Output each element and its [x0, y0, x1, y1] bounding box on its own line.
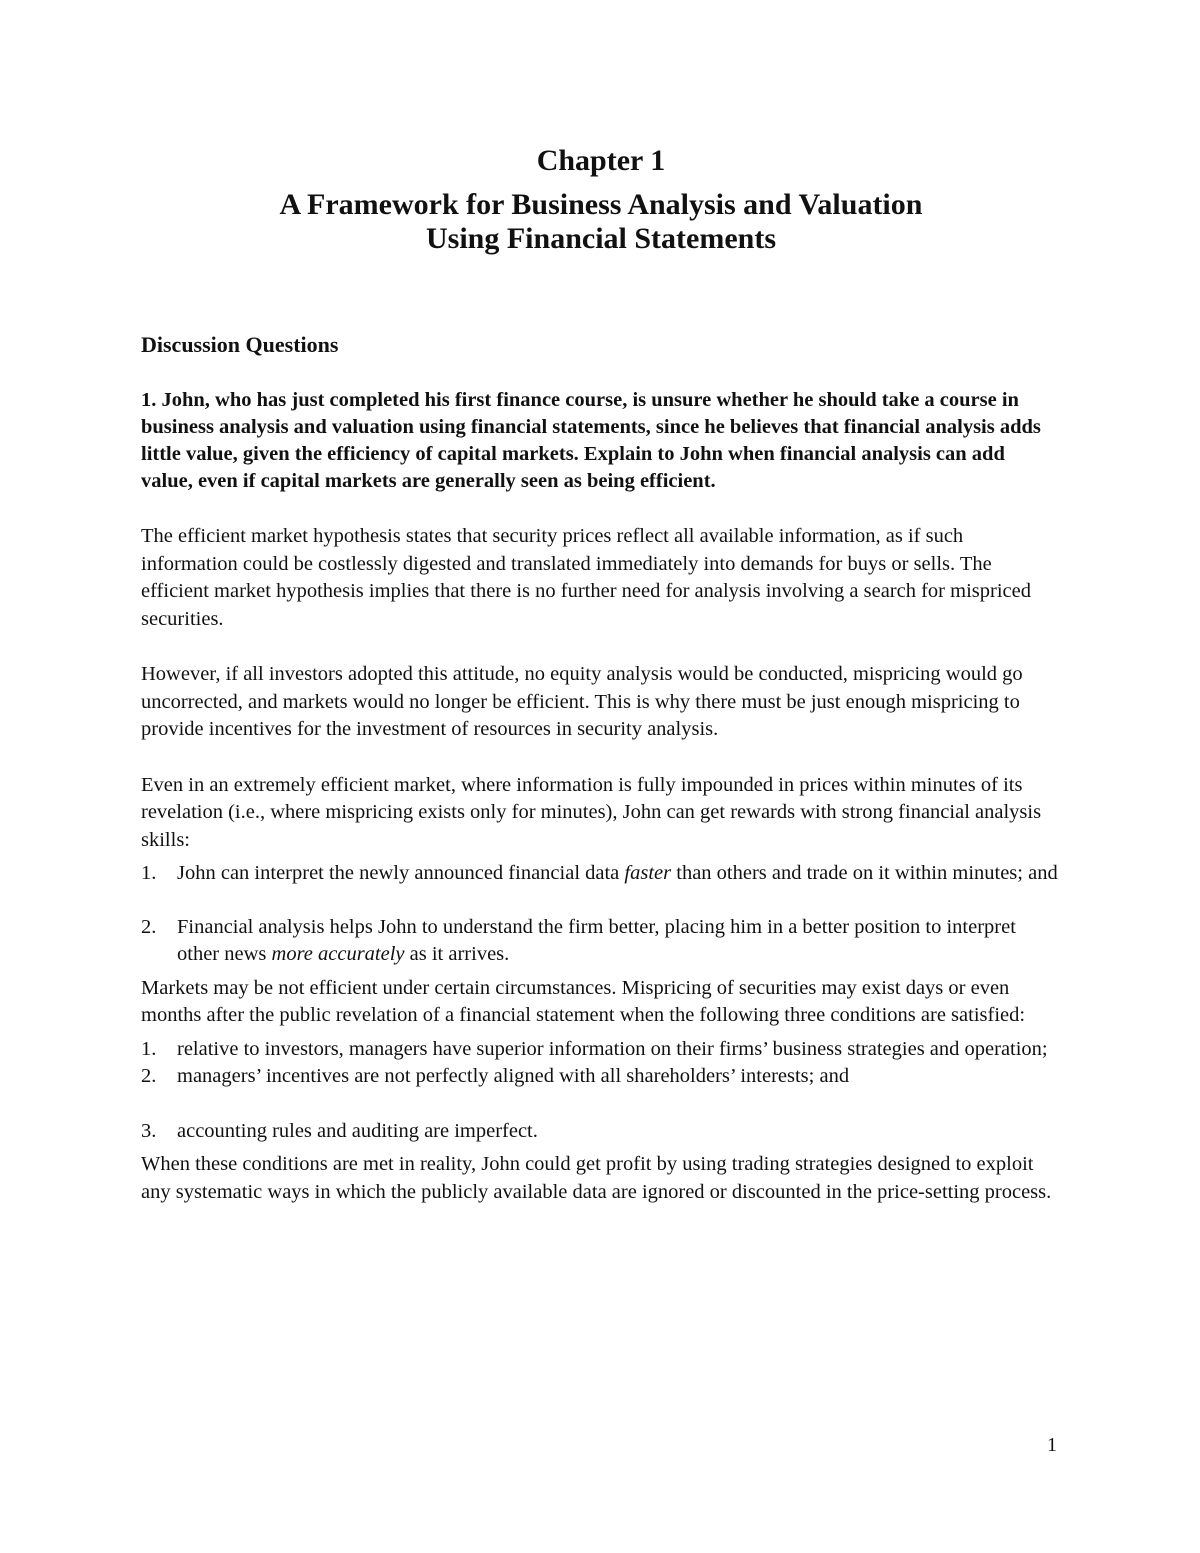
conditions-list: [141, 1036, 1061, 1146]
document-title: [141, 188, 1061, 256]
emphasis-text: faster: [624, 862, 672, 884]
list-item-text: accounting rules and auditing are imperfect.: [177, 1119, 538, 1142]
chapter-title: Chapter 1: [536, 144, 666, 177]
paragraph-investor-attitude: However, if all investors adopted this attitude, no equity analysis would be conducted, mispricing would go uncorrected, and markets would no longer be efficient. This is why there must be just enough mispricing to provide incentives for the investment of resources in security analysis.: [141, 663, 1023, 740]
list-item-text: Financial analysis helps John to understand the firm better, placing him in a better position to interpret other news: [177, 915, 1016, 965]
list-item: [141, 1036, 1061, 1064]
page-number: 1: [1047, 1434, 1057, 1456]
list-item-text: than others and trade on it within minutes; and: [671, 862, 1058, 884]
section-heading: Discussion Questions: [141, 332, 339, 357]
page-content: [141, 142, 1061, 1206]
list-item-text: John can interpret the newly announced financial data: [177, 862, 625, 884]
emphasis-text: more accurately: [271, 943, 405, 965]
list-item: [141, 1063, 1061, 1091]
list-item-text: managers’ incentives are not perfectly aligned with all shareholders’ interests; and: [177, 1065, 850, 1087]
list-item: [141, 860, 1061, 888]
list-item: [141, 914, 1061, 969]
list-item-text: relative to investors, managers have superior information on their firms’ business strategies and operation;: [177, 1037, 1048, 1060]
list-item-number: 1.: [141, 862, 157, 884]
rewards-list: [141, 860, 1061, 969]
paragraph-inefficient-markets: Markets may be not efficient under certain circumstances. Mispricing of securities may exist days or even months after the public revelation of a financial statement when the following three conditions are satisfied:: [141, 976, 1026, 1026]
paragraph-efficient-market: The efficient market hypothesis states that security prices reflect all available information, as if such information could be costlessly digested and translated immediately into demands for buys or sells. The efficient market hypothesis implies that there is no further need for analysis involving a search for mispriced securities.: [141, 525, 1031, 630]
list-item-text: as it arrives.: [404, 943, 510, 965]
paragraph-efficient-rewards: Even in an extremely efficient market, where information is fully impounded in prices within minutes of its revelation (i.e., where mispricing exists only for minutes), John can get rewards with strong financial analysis skills:: [141, 773, 1042, 851]
title-line-1: A Framework for Business Analysis and Valuation: [279, 188, 923, 221]
list-item-number: 2.: [141, 1065, 157, 1087]
title-line-2: Using Financial Statements: [425, 222, 776, 255]
paragraph-conclusion: When these conditions are met in reality, John could get profit by using trading strategies designed to exploit any systematic ways in which the publicly available data are ignored or discounted in the price-setting process.: [141, 1153, 1052, 1203]
list-item-number: 3.: [141, 1119, 157, 1142]
list-item-number: 1.: [141, 1037, 157, 1060]
list-item-number: 2.: [141, 915, 157, 938]
question-text: 1. John, who has just completed his first finance course, is unsure whether he should take a course in business analysis and valuation using financial statements, since he believes that financial analysis adds little value, given the efficiency of capital markets. Explain to John when financial analysis can add value, even if capital markets are generally seen as being efficient.: [141, 389, 1041, 492]
list-item: [141, 1118, 1061, 1146]
